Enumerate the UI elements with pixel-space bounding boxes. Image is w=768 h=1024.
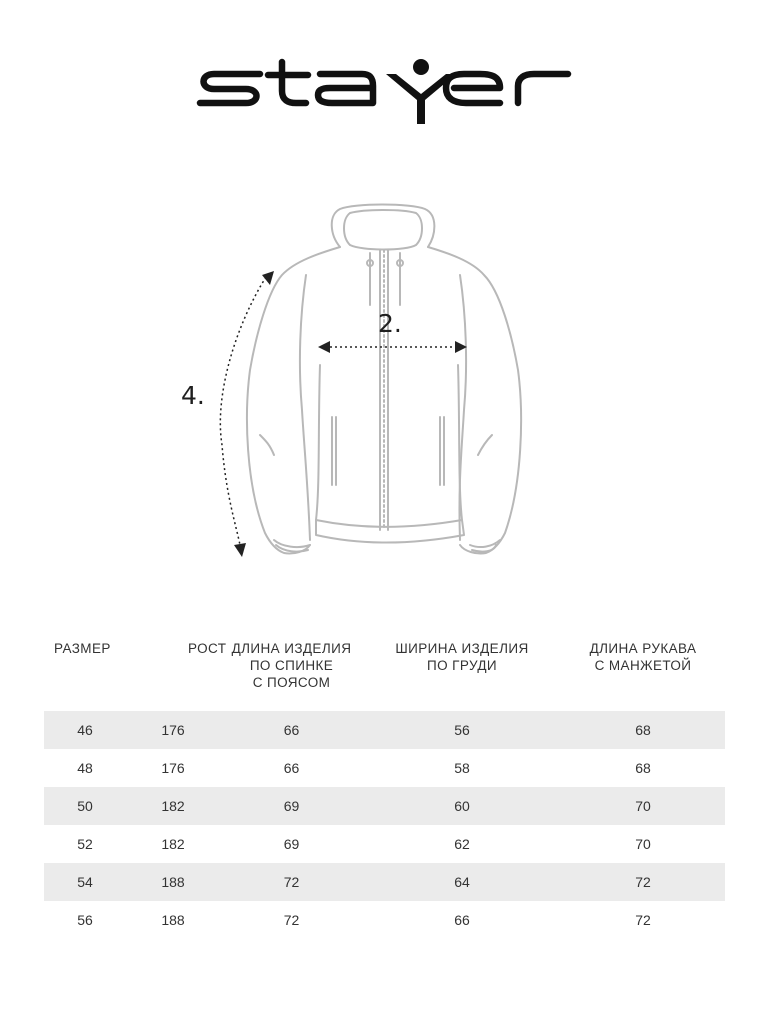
cell-size: 56 <box>77 912 93 928</box>
cell-back-length: 69 <box>283 798 300 814</box>
table-body <box>44 711 725 939</box>
cell-back-length: 72 <box>283 912 300 928</box>
header-sleeve-length: ДЛИНА РУКАВА С МАНЖЕТОЙ <box>589 641 697 673</box>
cell-size: 54 <box>77 874 93 890</box>
cell-chest-width: 66 <box>454 912 470 928</box>
cell-size: 46 <box>77 722 93 738</box>
cell-chest-width: 60 <box>454 798 470 814</box>
cell-back-length: 69 <box>283 836 300 852</box>
cell-sleeve-length: 72 <box>635 912 651 928</box>
chest-measure-label: 2. <box>378 309 402 338</box>
cell-sleeve-length: 68 <box>635 760 651 776</box>
cell-height: 176 <box>161 760 185 776</box>
jacket-sketch <box>170 195 550 570</box>
table-row <box>44 825 725 863</box>
cell-back-length: 72 <box>283 874 300 890</box>
table-row <box>44 711 725 749</box>
cell-sleeve-length: 70 <box>635 836 651 852</box>
cell-height: 182 <box>161 798 185 814</box>
cell-chest-width: 56 <box>454 722 470 738</box>
header-height: РОСТ <box>188 641 227 656</box>
table-row <box>44 749 725 787</box>
stayer-logo-icon <box>196 58 572 124</box>
cell-back-length: 66 <box>283 722 300 738</box>
table-row <box>44 901 725 939</box>
sleeve-measure-label: 4. <box>181 381 205 410</box>
cell-sleeve-length: 72 <box>635 874 651 890</box>
cell-height: 188 <box>161 874 185 890</box>
cell-size: 52 <box>77 836 93 852</box>
cell-chest-width: 64 <box>454 874 470 890</box>
header-chest-width: ШИРИНА ИЗДЕЛИЯ ПО ГРУДИ <box>395 641 529 673</box>
cell-chest-width: 62 <box>454 836 470 852</box>
cell-size: 48 <box>77 760 93 776</box>
cell-chest-width: 58 <box>454 760 470 776</box>
header-size: РАЗМЕР <box>54 641 111 656</box>
jacket-illustration-icon <box>170 195 550 570</box>
brand-logo <box>196 58 572 124</box>
cell-height: 182 <box>161 836 185 852</box>
table-header <box>44 640 725 710</box>
cell-height: 176 <box>161 722 185 738</box>
cell-size: 50 <box>77 798 93 814</box>
header-back-length: ДЛИНА ИЗДЕЛИЯ ПО СПИНКЕ С ПОЯСОМ <box>231 641 352 690</box>
cell-height: 188 <box>161 912 185 928</box>
table-row <box>44 787 725 825</box>
size-table <box>44 640 725 939</box>
cell-sleeve-length: 68 <box>635 722 651 738</box>
cell-back-length: 66 <box>283 760 300 776</box>
cell-sleeve-length: 70 <box>635 798 651 814</box>
table-row <box>44 863 725 901</box>
